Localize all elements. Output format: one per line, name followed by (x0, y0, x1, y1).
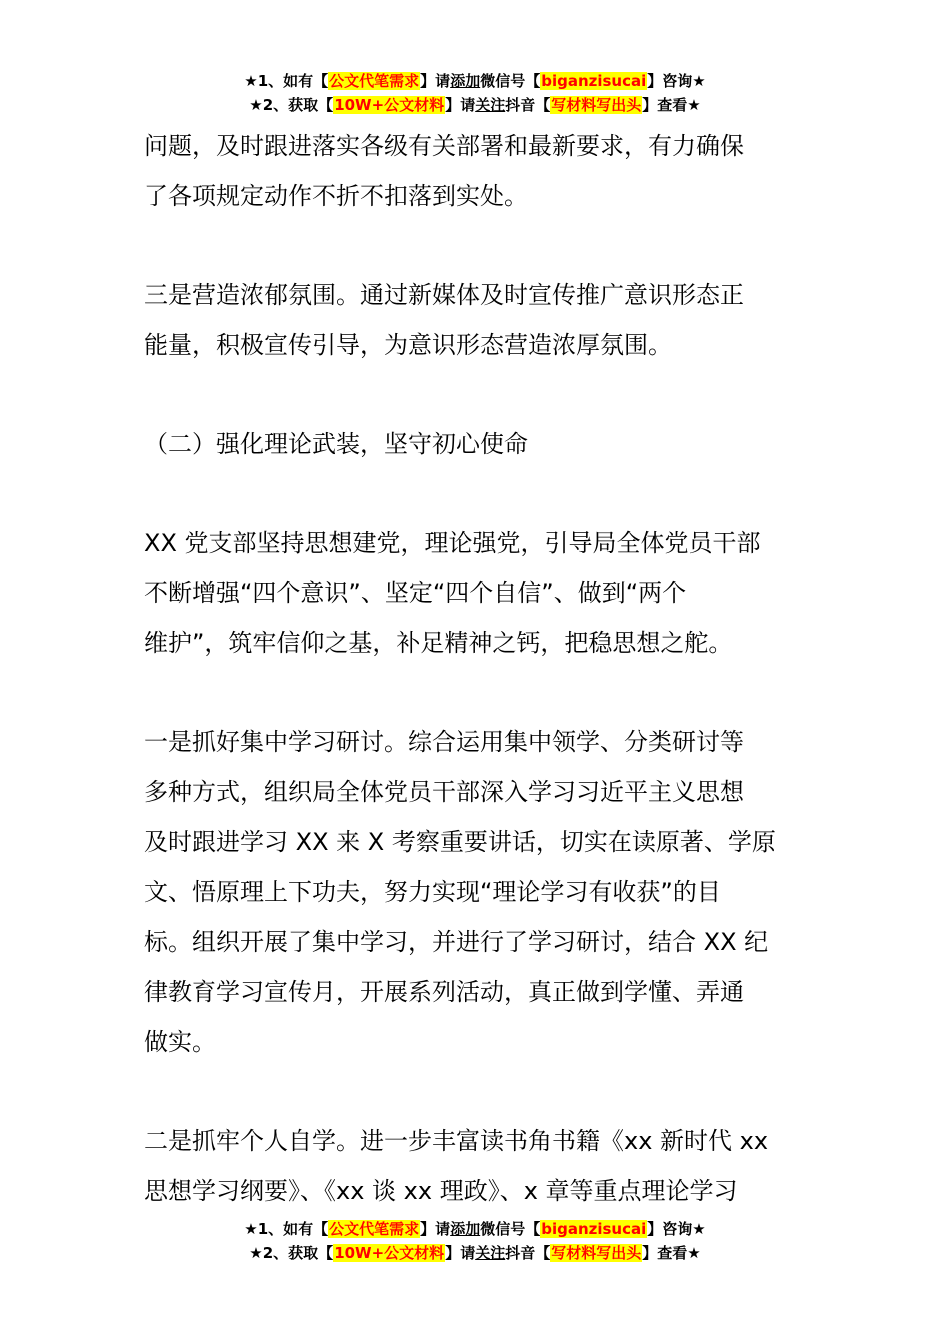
text-line: 做实。 (144, 1028, 216, 1056)
paragraph-atmosphere (144, 270, 808, 370)
banner-text: 】咨询★ (647, 72, 706, 90)
section-heading (144, 419, 808, 469)
text-line: 律教育学习宣传月，开展系列活动，真正做到学懂、弄通 (144, 978, 744, 1006)
banner-line-2 (0, 1241, 950, 1265)
highlight-materials: 10W+公文材料 (334, 1244, 445, 1262)
text-line: XX 党支部坚持思想建党，理论强党，引导局全体党员干部 (144, 529, 761, 557)
banner-text: ★1、如有【 (244, 1220, 329, 1238)
text-line: 维护”，筑牢信仰之基，补足精神之钙，把稳思想之舵。 (144, 629, 733, 657)
banner-line-1 (0, 1217, 950, 1241)
heading-line: （二）强化理论武装，坚守初心使命 (144, 430, 528, 458)
paragraph-continuation (144, 121, 808, 221)
highlight-wechat-id: biganzisucai (541, 72, 647, 90)
text-line: 不断增强“四个意识”、坚定“四个自信”、做到“两个 (144, 579, 687, 607)
footer-banner (0, 1217, 950, 1265)
text-line: 了各项规定动作不折不扣落到实处。 (144, 182, 528, 210)
text-line: 二是抓牢个人自学。进一步丰富读书角书籍《xx 新时代 xx (144, 1127, 769, 1155)
header-banner (0, 69, 950, 117)
banner-text: ★1、如有【 (244, 72, 329, 90)
banner-text: 】请 (445, 96, 476, 114)
banner-text: 】查看★ (642, 96, 701, 114)
highlight-wechat-id: biganzisucai (541, 1220, 647, 1238)
banner-text: 】请 (420, 72, 451, 90)
underlined-add: 添加 (450, 72, 481, 90)
banner-text: 】请 (420, 1220, 451, 1238)
highlight-douyin-id: 写材料写出头 (551, 1244, 642, 1262)
text-line: 三是营造浓郁氛围。通过新媒体及时宣传推广意识形态正 (144, 281, 744, 309)
banner-text: 】咨询★ (647, 1220, 706, 1238)
text-line: 多种方式，组织局全体党员干部深入学习习近平主义思想 (144, 778, 744, 806)
text-line: 一是抓好集中学习研讨。综合运用集中领学、分类研讨等 (144, 728, 744, 756)
text-line: 文、悟原理上下功夫，努力实现“理论学习有收获”的目 (144, 878, 721, 906)
banner-text: 微信号【 (480, 1220, 541, 1238)
banner-text: 抖音【 (505, 1244, 551, 1262)
highlight-materials: 10W+公文材料 (334, 96, 445, 114)
paragraph-party-branch (144, 518, 808, 668)
banner-line-1 (0, 69, 950, 93)
banner-text: 】查看★ (642, 1244, 701, 1262)
text-line: 能量，积极宣传引导，为意识形态营造浓厚氛围。 (144, 331, 672, 359)
banner-text: 抖音【 (505, 96, 551, 114)
document-body (144, 121, 808, 1265)
banner-text: 】请 (445, 1244, 476, 1262)
underlined-follow: 关注 (475, 1244, 506, 1262)
banner-text: ★2、获取【 (249, 1244, 334, 1262)
text-line: 标。组织开展了集中学习，并进行了学习研讨，结合 XX 纪 (144, 928, 769, 956)
banner-text: ★2、获取【 (249, 96, 334, 114)
text-line: 问题，及时跟进落实各级有关部署和最新要求，有力确保 (144, 132, 744, 160)
text-line: 及时跟进学习 XX 来 X 考察重要讲话，切实在读原著、学原 (144, 828, 776, 856)
banner-line-2 (0, 93, 950, 117)
text-line: 思想学习纲要》、《xx 谈 xx 理政》、x 章等重点理论学习 (144, 1177, 738, 1205)
highlight-douyin-id: 写材料写出头 (551, 96, 642, 114)
underlined-follow: 关注 (475, 96, 506, 114)
highlight-service: 公文代笔需求 (329, 72, 420, 90)
paragraph-self-study (144, 1116, 808, 1216)
banner-text: 微信号【 (480, 72, 541, 90)
underlined-add: 添加 (450, 1220, 481, 1238)
highlight-service: 公文代笔需求 (329, 1220, 420, 1238)
paragraph-collective-study (144, 717, 808, 1067)
